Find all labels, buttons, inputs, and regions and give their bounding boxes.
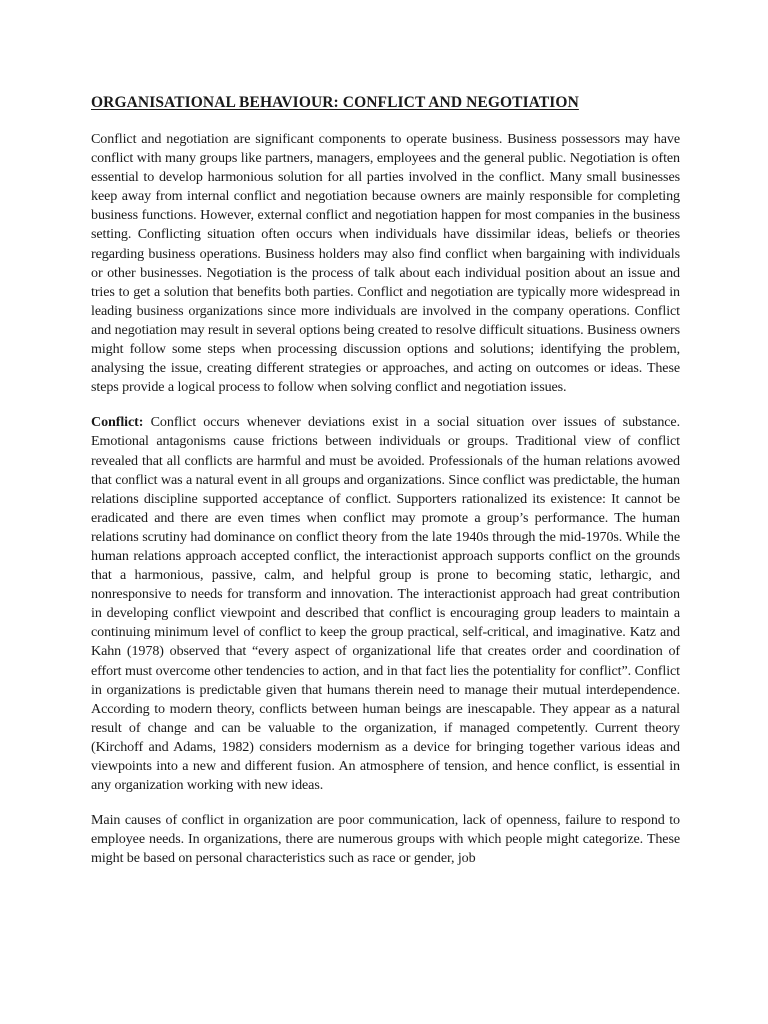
paragraph-conflict-text: Conflict occurs whenever deviations exist in a social situation over issues of substance. Emotional antagonisms cause frictions between individuals or groups. Traditional view of conflict revealed that all conflicts are harmful and must be avoided. Professionals of the human relations avowed that conflict was a natural event in all groups and organizations. Since conflict was predictable, the human relations discipline supported acceptance of conflict. Supporters rationalized its existence: It cannot be eradicated and there are even times when conflict may promote a group’s performance. The human relations scrutiny had dominance on conflict theory from the late 1940s through the mid-1970s. While the human relations approach accepted conflict, the interactionist approach supports conflict on the grounds that a harmonious, passive, calm, and helpful group is prone to becoming static, lethargic, and nonresponsive to needs for transform and innovation. The interactionist approach had great contribution in developing conflict viewpoint and described that conflict is encouraging group leaders to maintain a continuing minimum level of conflict to keep the group practical, self-critical, and imaginative. Katz and Kahn (1978) observed that “every aspect of organizational life that creates order and coordination of effort must overcome other tendencies to action, and in that fact lies the potentiality for conflict”. Conflict in organizations is predictable given that humans therein need to manage their mutual interdependence. According to modern theory, conflicts between human beings are inescapable. They appear as a natural result of change and can be valuable to the organization, if managed competently. Current theory (Kirchoff and Adams, 1982) considers modernism as a device for bringing together various ideas and viewpoints into a new and different fusion. An atmosphere of tension, and hence conflict, is essential in any organization working with new ideas. bbox=[91, 414, 680, 794]
document-title: ORGANISATIONAL BEHAVIOUR: CONFLICT AND NEGOTIATION bbox=[91, 94, 579, 111]
paragraph-intro-text: Conflict and negotiation are significant components to operate business. Business possessors may have conflict with many groups like partners, managers, employees and the general public. Negotiation is often essential to develop harmonious solution for all parties involved in the conflict. Many small businesses keep away from internal conflict and negotiation because owners are mainly responsible for completing business functions. However, external conflict and negotiation happen for most companies in the business setting. Conflicting situation often occurs when individuals have dissimilar ideas, beliefs or theories regarding business operations. Business holders may also find conflict when bargaining with individuals or other businesses. Negotiation is the process of talk about each individual position about an issue and tries to get a solution that benefits both parties. Conflict and negotiation are typically more widespread in leading business organizations since more individuals are involved in the company operations. Conflict and negotiation may result in several options being created to resolve difficult situations. Business owners might follow some steps when processing discussion options and solutions; identifying the problem, analysing the issue, creating different strategies or approaches, and acting on outcomes or ideas. These steps provide a logical process to follow when solving conflict and negotiation issues. bbox=[91, 131, 680, 396]
paragraph-causes-text: Main causes of conflict in organization are poor communication, lack of openness, failure to respond to employee needs. In organizations, there are numerous groups with which people might categorize. These might be based on personal characteristics such as race or gender, job bbox=[91, 812, 680, 867]
paragraph-conflict-lead: Conflict: bbox=[91, 414, 144, 431]
paragraph-intro bbox=[91, 130, 680, 397]
paragraph-conflict bbox=[91, 413, 680, 795]
paragraph-causes bbox=[91, 811, 680, 868]
